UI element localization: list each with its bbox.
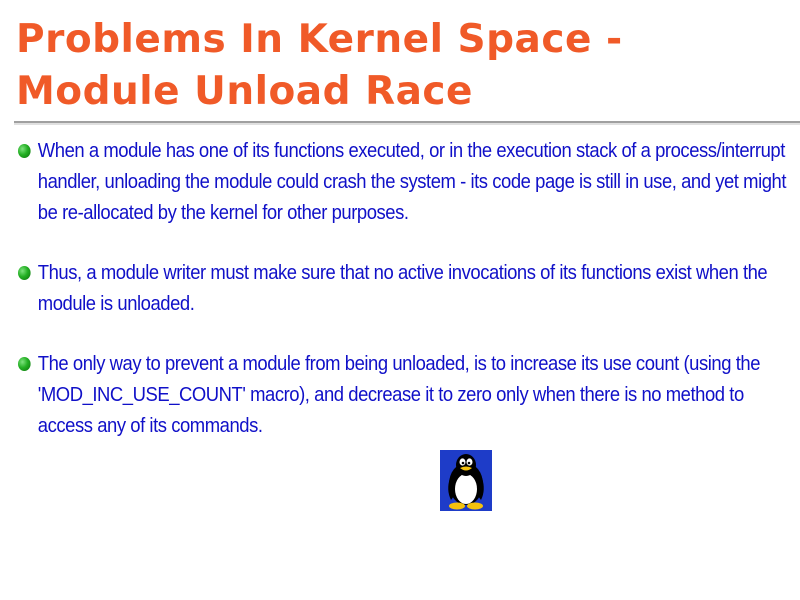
bullet-item [18, 257, 792, 319]
bullet-text: The only way to prevent a module from being unloaded, is to increase its use count (using the 'MOD_INC_USE_COUNT' macro), and decrease it to zero only when there is no method to access any of its commands. [37, 352, 761, 437]
title-divider [14, 121, 800, 125]
tux-penguin-icon [440, 450, 492, 511]
bullet-text: When a module has one of its functions executed, or in the execution stack of a process/interrupt handler, unloading the module could crash the system - its code page is still in use, and yet might be re-allocated by the kernel for other purposes. [37, 139, 787, 224]
bullet-item [18, 348, 792, 441]
green-bullet-icon [18, 144, 31, 158]
bullet-text: Thus, a module writer must make sure that no active invocations of its functions exist when the module is unloaded. [37, 261, 768, 315]
green-bullet-icon [18, 357, 31, 371]
slide-title: Problems In Kernel Space - Module Unload Race [16, 17, 623, 114]
green-bullet-icon [18, 266, 31, 280]
bullet-list [18, 135, 788, 470]
bullet-item [18, 135, 792, 228]
tux-penguin-graphic [440, 450, 492, 511]
